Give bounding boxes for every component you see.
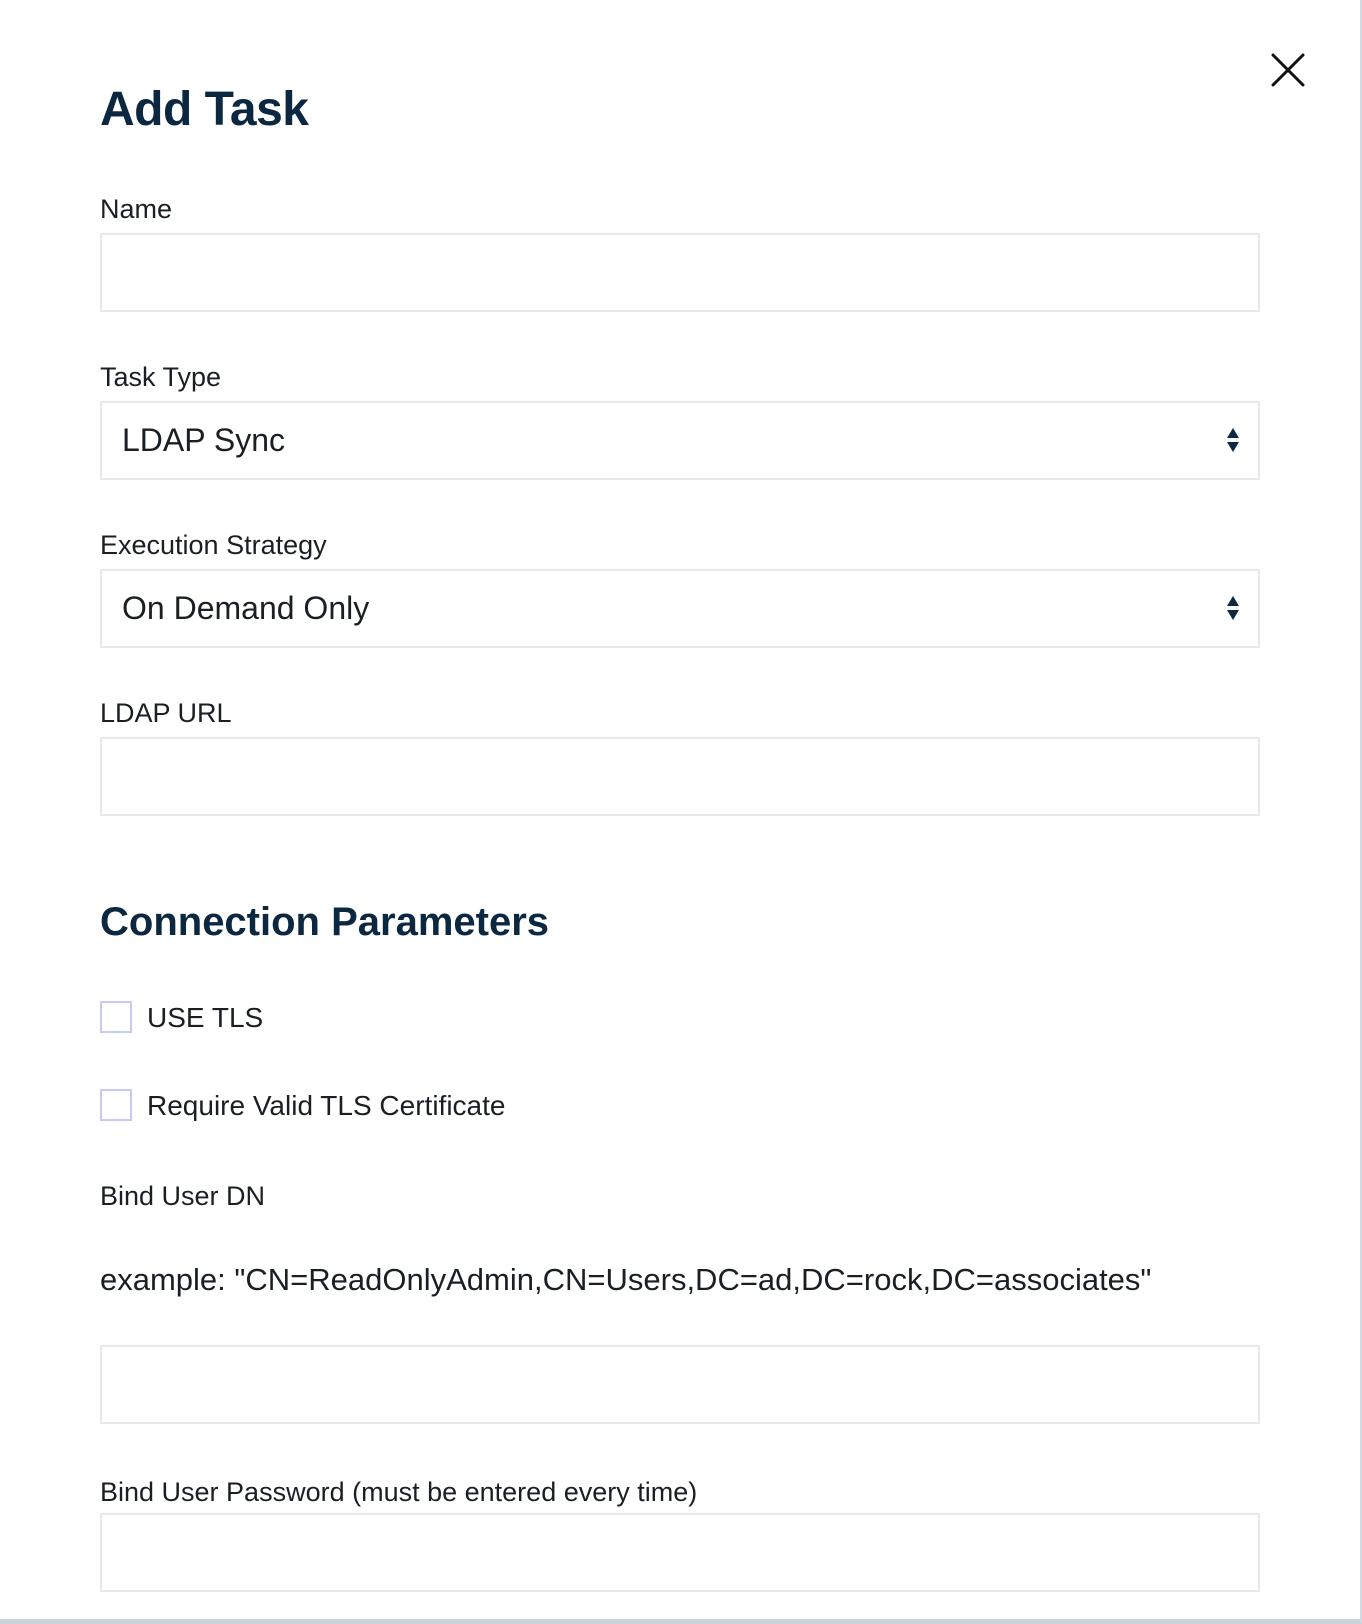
close-icon xyxy=(1268,50,1308,90)
dialog-title: Add Task xyxy=(100,83,309,136)
use-tls-checkbox[interactable] xyxy=(100,1001,132,1033)
require-valid-tls-checkbox[interactable] xyxy=(100,1089,132,1121)
ldap-url-field-wrapper xyxy=(100,737,1260,816)
ldap-url-input[interactable] xyxy=(102,739,1258,814)
bind-user-dn-field-wrapper xyxy=(100,1345,1260,1424)
task-type-label: Task Type xyxy=(100,362,222,392)
ldap-url-label: LDAP URL xyxy=(100,698,232,728)
name-label: Name xyxy=(100,194,173,224)
task-type-selected-value: LDAP Sync xyxy=(122,422,286,458)
bind-user-dn-example: example: "CN=ReadOnlyAdmin,CN=Users,DC=ad,DC=rock,DC=associates" xyxy=(100,1262,1152,1297)
connection-parameters-heading: Connection Parameters xyxy=(100,900,550,944)
execution-strategy-label: Execution Strategy xyxy=(100,530,327,560)
sort-arrows-icon xyxy=(1226,426,1240,454)
require-valid-tls-label: Require Valid TLS Certificate xyxy=(147,1090,506,1121)
execution-strategy-select[interactable] xyxy=(100,569,1260,648)
task-type-select[interactable] xyxy=(100,401,1260,480)
name-input[interactable] xyxy=(102,235,1258,310)
sort-arrows-icon xyxy=(1226,594,1240,622)
bind-user-dn-input[interactable] xyxy=(102,1347,1258,1422)
name-field-wrapper xyxy=(100,233,1260,312)
bind-user-password-input[interactable] xyxy=(102,1515,1258,1590)
bind-user-dn-label: Bind User DN xyxy=(100,1181,266,1211)
use-tls-label: USE TLS xyxy=(147,1002,264,1033)
bind-user-password-field-wrapper xyxy=(100,1513,1260,1592)
bind-user-password-label: Bind User Password (must be entered every time) xyxy=(100,1477,698,1507)
close-button[interactable] xyxy=(1268,50,1308,90)
execution-strategy-selected-value: On Demand Only xyxy=(122,590,370,626)
